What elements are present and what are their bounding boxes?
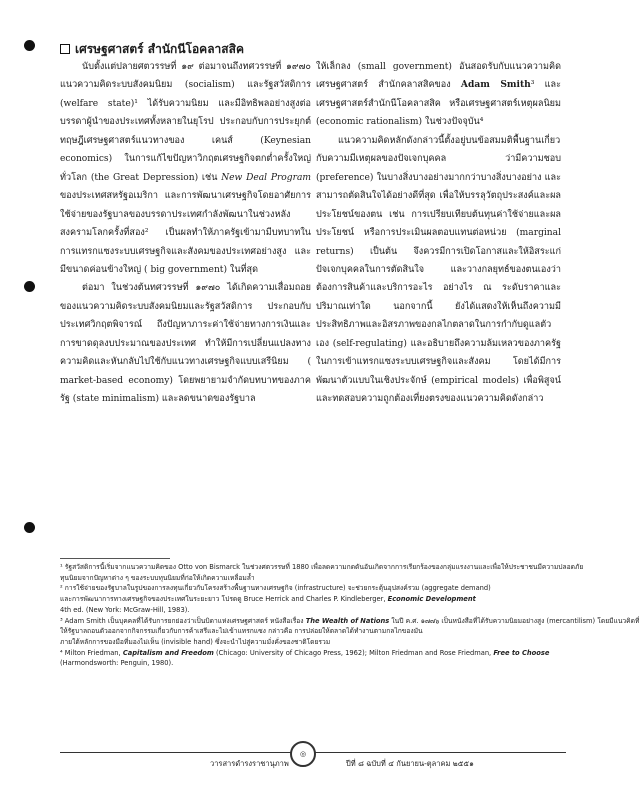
checkbox-square-icon	[60, 44, 70, 54]
binder-hole-icon	[24, 40, 35, 51]
binder-hole-icon	[24, 281, 35, 292]
paragraph: ต่อมา ในช่วงต้นทศวรรษที่ ๑๙๗๐ ได้เกิดความเสื่อมถอยของแนวความคิดระบบสังคมนิยมและรัฐสวัสดิการ ประกอบกับประเทศวิกฤตพิจารณ์ ถึงปัญหาภาระค่าใช้จ่ายทางการเงินและการขาดดุลงบประมาณของประเทศ ทำให้มีการเปลี่ยนแปลงทางความคิดและหันกลับไปใช้กับแนวทางเศรษฐกิจแบบเสรีนิยม ( market-based economy) โดยพยายามจำกัดบทบาทของภาครัฐ (state minimalism) และลดขนาดของรัฐบาล	[60, 283, 311, 405]
issue-info: ปีที่ ๘ ฉบับที่ ๔ กันยายน-ตุลาคม ๒๕๕๑	[346, 759, 474, 768]
paragraph: ให้เล็กลง (small government) อันสอดรับกับแนวความคิดเศรษฐศาสตร์ สำนักคลาสสิคของ Adam Smith³ และเศรษฐศาสตร์สำนักนีโอคลาสสิค หรือเศรษฐศาสตร์เหตุผลนิยม (economic rationalism) ในช่วงปัจจุบัน⁴	[316, 62, 561, 128]
footnotes	[60, 562, 639, 669]
left-column	[60, 58, 311, 409]
institute-logo-icon: ◎	[290, 741, 316, 767]
binder-hole-icon	[24, 522, 35, 533]
footnote-line: ³ Adam Smith เป็นบุคคลที่ได้รับการยกย่องว่าเป็นบิดาแห่งเศรษฐศาสตร์ หนังสือเรื่อง The Wealth of Nations ในปี ค.ศ. ๑๗๗๖ เป็นหนังสือที่ได้รับความนิยมอย่างสูง (mercantilism) โดยมีแนวคิดที่	[60, 616, 639, 625]
journal-name: วารสารดำรงราชานุภาพ	[210, 759, 289, 768]
footnote-line: ทุนนิยมจากปัญหาต่าง ๆ ของระบบทุนนิยมที่ก่อให้เกิดความเหลื่อมล้ำ	[60, 573, 255, 582]
footnote-line: (Harmondsworth: Penguin, 1980).	[60, 659, 174, 668]
paragraph: แนวความคิดหลักดังกล่าวนี้ตั้งอยู่บนข้อสมมติพื้นฐานเกี่ยวกับความมีเหตุผลของปัจเจกบุคคล ว่ามีความชอบ (preference) ในบางสิ่งบางอย่างมากกว่าบางสิ่งบางอย่าง และสามารถตัดสินใจได้อย่างดีที่สุด เพื่อให้บรรลุวัตถุประสงค์และผลประโยชน์ของตน เช่น การเปรียบเทียบต้นทุนค่าใช้จ่ายและผลประโยชน์ หรือการประเมินผลตอบแทนต่อหน่วย (marginal returns) เป็นต้น จึงควรมีการเปิดโอกาสและให้อิสระแก่ปัจเจกบุคคลในการตัดสินใจ และวางกลยุทธ์ของตนเองว่าต้องการสินค้าและบริการอะไร อย่างไร ณ ระดับราคาและปริมาณเท่าใด นอกจากนี้ ยังได้แสดงให้เห็นถึงความมีประสิทธิภาพและอิสรภาพของกลไกตลาดในการกำกับดูแลตัวเอง (self-regulating) และอธิบายถึงความล้มเหลวของภาครัฐในการเข้าแทรกแซงระบบเศรษฐกิจและสังคม โดยได้มีการพัฒนาตัวแบบในเชิงประจักษ์ (empirical models) เพื่อพิสูจน์และทดสอบความถูกต้องเที่ยงตรงของแนวความคิดดังกล่าว	[316, 135, 561, 405]
footnote-line: และการพัฒนาการทางเศรษฐกิจของประเทศในระยะยาว โปรดดู Bruce Herrick and Charles P. Kindleberger, Economic Development	[60, 595, 476, 604]
footnote-line: ภายใต้หลักการของมือที่มองไม่เห็น (invisible hand) ซึ่งจะนำไปสู่ความมั่งคั่งของชาติโดยรวม	[60, 637, 331, 646]
footnote-line: 4th ed. (New York: McGraw-Hill, 1983).	[60, 605, 190, 614]
paragraph: นับตั้งแต่ปลายศตวรรษที่ ๑๙ ต่อมาจนถึงทศวรรษที่ ๑๙๗๐ แนวความคิดระบบสังคมนิยม (socialism) และรัฐสวัสดิการ (welfare state)¹ ได้รับความนิยม และมีอิทธิพลอย่างสูงต่อบรรดาผู้นำของประเทศทั้งหลายในยุโรป ประกอบกับการประยุกต์ทฤษฎีเศรษฐศาสตร์แนวทางของ เคนส์ (Keynesian economics) ในการแก้ไขปัญหาวิกฤตเศรษฐกิจตกต่ำครั้งใหญ่ทั่วโลก (the Great Depression) เช่น New Deal Program ของประเทศสหรัฐอเมริกา และการพัฒนาเศรษฐกิจโดยอาศัยการใช้จ่ายของรัฐบาลของบรรดาประเทศกำลังพัฒนาในช่วงหลังสงครามโลกครั้งที่สอง² เป็นผลทำให้ภาครัฐเข้ามามีบทบาทในการแทรกแซงระบบเศรษฐกิจและสังคมของประเทศอย่างสูง และมีขนาดค่อนข้างใหญ่ ( big government) ในที่สุด	[60, 62, 311, 275]
footnote-line: ให้รัฐบาลถอนตัวออกจากกิจกรรมเกี่ยวกับการค้าเสรีและไม่เข้าแทรกแซง กล่าวคือ การปล่อยให้ตลาดได้ทำงานตามกลไกของมัน	[60, 627, 423, 636]
section-heading: เศรษฐศาสตร์ สำนักนีโอคลาสสิค	[60, 40, 310, 58]
footnote-divider	[60, 558, 170, 559]
right-column	[316, 58, 561, 409]
footnote-line: ⁴ Milton Friedman, Capitalism and Freedom (Chicago: University of Chicago Press, 1962); Milton Friedman and Rose Friedman, Free to Choose	[60, 648, 550, 657]
footnote-line: ² การใช้จ่ายของรัฐบาลในรูปของการลงทุนเกี่ยวกับโครงสร้างพื้นฐานทางเศรษฐกิจ (infrastructure) จะช่วยกระตุ้นอุปสงค์รวม (aggregate demand)	[60, 584, 491, 593]
footnote-line: ¹ รัฐสวัสดิการนี้เริ่มจากแนวความคิดของ Otto von Bismarck ในช่วงศตวรรษที่ 1880 เพื่อลดความกดดันอันเกิดจากการเรียกร้องของกลุ่มแรงงานและเพื่อให้ประชาชนมีความปลอดภัย	[60, 563, 584, 571]
page-footer	[60, 752, 566, 773]
